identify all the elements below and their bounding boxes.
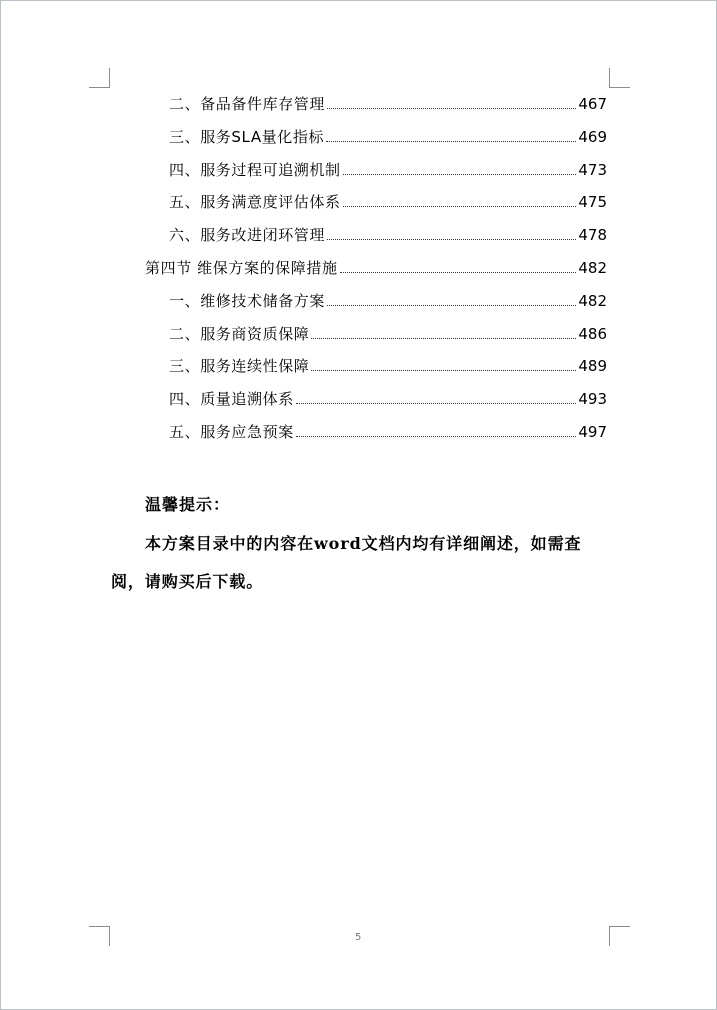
toc-entry-page: 482 — [578, 259, 607, 277]
toc-entry-page: 482 — [578, 291, 607, 310]
toc-entry-title: 一、维修技术储备方案 — [169, 291, 326, 310]
toc-entry-page: 475 — [578, 193, 607, 212]
crop-mark — [609, 926, 630, 927]
toc-dot-leader — [311, 337, 576, 339]
crop-mark — [109, 68, 110, 88]
toc-entry[interactable] — [169, 181, 607, 211]
toc-entry-page: 469 — [578, 127, 607, 146]
toc-entry[interactable] — [169, 214, 607, 244]
toc-entry[interactable] — [169, 313, 607, 343]
toc-entry[interactable] — [169, 345, 607, 375]
crop-mark — [89, 87, 110, 88]
toc-entry-title: 五、服务满意度评估体系 — [169, 193, 341, 212]
toc-entry[interactable] — [169, 280, 607, 310]
crop-mark — [609, 926, 610, 946]
toc-entry-page: 497 — [578, 423, 607, 441]
toc-dot-leader — [296, 402, 577, 404]
toc-entry-title: 三、服务SLA量化指标 — [169, 127, 325, 146]
toc-entry-title: 六、服务改进闭环管理 — [169, 226, 326, 245]
toc-entry[interactable] — [169, 149, 607, 179]
toc-entry[interactable] — [169, 378, 607, 408]
crop-mark — [109, 926, 110, 946]
toc-entry-page: 486 — [578, 324, 607, 343]
toc-entry-title: 三、服务连续性保障 — [169, 357, 310, 376]
toc-entry-title: 二、备品备件库存管理 — [169, 95, 326, 113]
toc-dot-leader — [311, 369, 576, 371]
toc-entry-page: 478 — [578, 226, 607, 245]
toc-dot-leader — [340, 271, 577, 273]
toc-entry[interactable] — [169, 411, 607, 441]
toc-dot-leader — [327, 107, 576, 109]
crop-mark — [89, 926, 110, 927]
toc-dot-leader — [343, 205, 577, 207]
toc-dot-leader — [296, 435, 577, 437]
crop-mark — [609, 87, 630, 88]
toc-entry-title: 四、质量追溯体系 — [169, 390, 294, 409]
toc-section-heading[interactable] — [145, 247, 607, 277]
toc-dot-leader — [343, 173, 577, 175]
toc-entry-title: 五、服务应急预案 — [169, 423, 294, 441]
toc-entry[interactable] — [169, 116, 607, 146]
crop-mark — [609, 68, 610, 88]
toc-entry-title: 二、服务商资质保障 — [169, 324, 310, 343]
toc-entry-page: 489 — [578, 357, 607, 376]
toc-entry-page: 493 — [578, 390, 607, 409]
toc-entry-page: 473 — [578, 160, 607, 179]
page-number: 5 — [355, 932, 362, 943]
toc-dot-leader — [327, 304, 576, 306]
toc-entry-page: 467 — [578, 95, 607, 113]
toc-entry-title: 四、服务过程可追溯机制 — [169, 160, 341, 179]
notice-body: 本方案目录中的内容在word文档内均有详细阐述，如需查阅，请购买后下载。 — [111, 534, 582, 591]
toc-entry-title: 第四节 维保方案的保障措施 — [145, 259, 338, 277]
toc-dot-leader — [326, 140, 576, 142]
toc-dot-leader — [327, 238, 576, 240]
toc-entry[interactable] — [169, 83, 607, 113]
notice-title: 温馨提示： — [145, 495, 231, 514]
